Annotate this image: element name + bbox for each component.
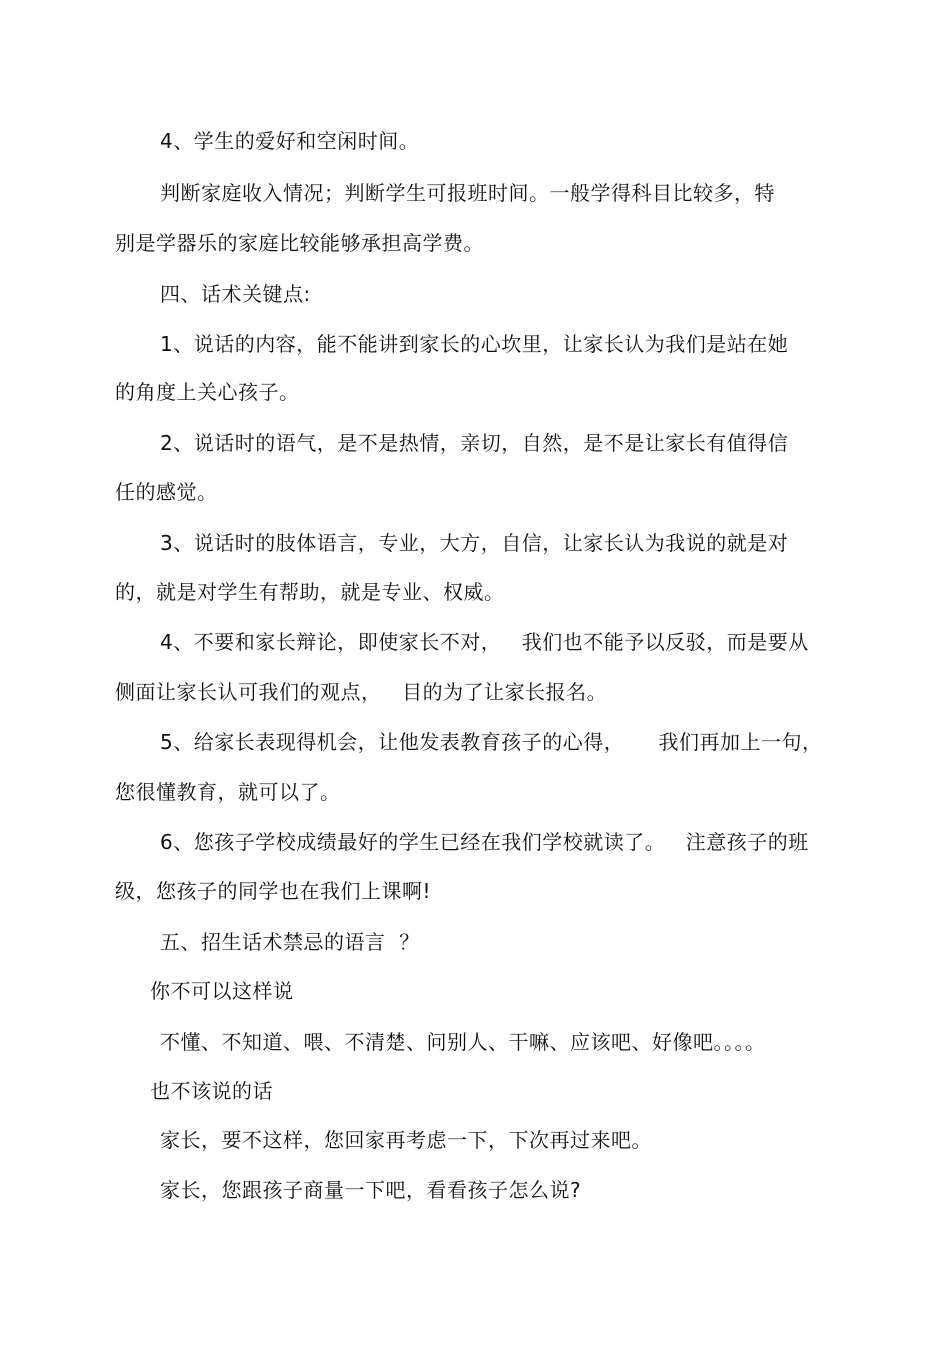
- text-line: 家长，您跟孩子商量一下吧，看看孩子怎么说?: [160, 1178, 582, 1202]
- text-line: 6、您孩子学校成绩最好的学生已经在我们学校就读了。 注意孩子的班: [160, 830, 809, 854]
- text-line: 你不可以这样说: [150, 979, 294, 1003]
- text-line: 3、说话时的肢体语言，专业，大方，自信，让家长认为我说的就是对: [160, 531, 789, 555]
- text-line: 级，您孩子的同学也在我们上课啊!: [115, 879, 432, 903]
- text-line: 4、不要和家长辩论，即使家长不对， 我们也不能予以反驳，而是要从: [160, 630, 809, 654]
- text-line: 您很懂教育，就可以了。: [115, 780, 341, 804]
- section-heading: 五、招生话术禁忌的语言 ？: [160, 930, 420, 954]
- section-heading: 四、话术关键点:: [160, 282, 311, 306]
- text-line: 的角度上关心孩子。: [115, 380, 300, 404]
- text-line: 5、给家长表现得机会，让他发表教育孩子的心得， 我们再加上一句，: [160, 730, 823, 754]
- text-line: 的，就是对学生有帮助，就是专业、权威。: [115, 580, 505, 604]
- text-line: 1、说话的内容，能不能讲到家长的心坎里，让家长认为我们是站在她: [160, 332, 789, 356]
- text-line: 任的感觉。: [115, 480, 218, 504]
- text-line: 2、说话时的语气，是不是热情，亲切，自然，是不是让家长有值得信: [160, 431, 789, 455]
- text-line: 不懂、不知道、喂、不清楚、问别人、干嘛、应该吧、好像吧。。。。: [160, 1030, 766, 1054]
- text-line: 也不该说的话: [150, 1079, 273, 1103]
- text-line: 家长，要不这样，您回家再考虑一下，下次再过来吧。: [160, 1128, 652, 1152]
- text-line: 判断家庭收入情况；判断学生可报班时间。一般学得科目比较多，特: [160, 181, 775, 205]
- text-line: 侧面让家长认可我们的观点， 目的为了让家长报名。: [115, 680, 608, 704]
- text-line: 4、学生的爱好和空闲时间。: [160, 129, 420, 153]
- text-line: 别是学器乐的家庭比较能够承担高学费。: [115, 231, 484, 255]
